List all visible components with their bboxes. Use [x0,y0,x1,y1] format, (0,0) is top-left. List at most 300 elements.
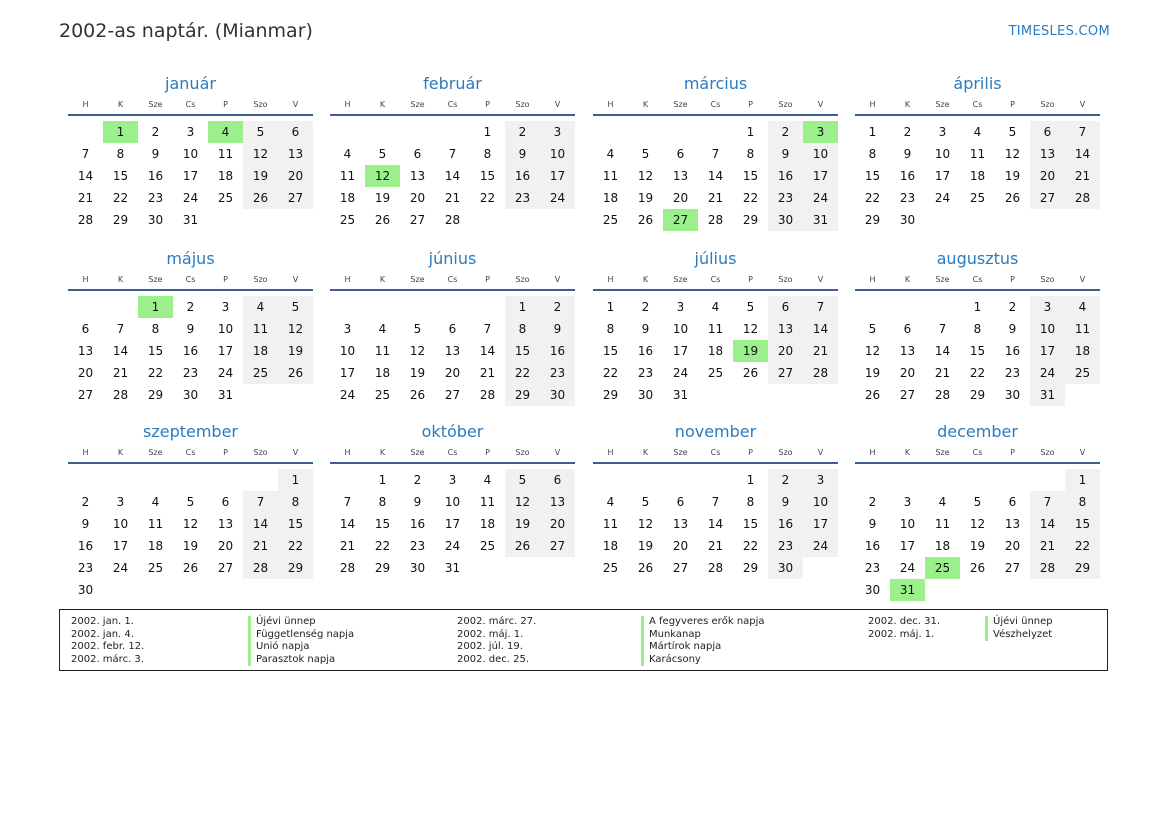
weekday-label: P [223,275,228,284]
day-cell: 6 [676,495,685,509]
day-cell: 22 [742,191,759,205]
day-cell: 13 [444,344,461,358]
weekday-label: K [379,275,386,284]
day-cell: 21 [339,539,356,553]
day-cell: 3 [803,121,838,143]
day-grid [593,469,838,579]
weekday-label: Cs [447,100,458,109]
day-cell: 28 [243,557,278,579]
weekday-label: Cs [185,275,196,284]
day-cell: 1 [378,473,387,487]
empty-cell [435,121,470,143]
day-cell: 15 [602,344,619,358]
weekday-label: P [485,275,490,284]
day-cell: 6 [448,322,457,336]
day-cell: 21 [707,539,724,553]
day-cell: 10 [540,143,575,165]
day-cell: 8 [746,495,755,509]
legend-date: 2002. márc. 27. [457,616,537,627]
weekday-label: P [1010,100,1015,109]
day-cell: 19 [733,340,768,362]
day-cell: 11 [339,169,356,183]
day-cell: 31 [672,388,689,402]
day-cell: 2 [186,300,195,314]
day-cell: 18 [1065,340,1100,362]
day-cell: 24 [1030,362,1065,384]
empty-cell [925,296,960,318]
day-cell: 20 [278,165,313,187]
day-cell: 23 [1004,366,1021,380]
weekday-label: K [904,275,911,284]
day-cell: 14 [707,517,724,531]
day-cell: 26 [637,561,654,575]
day-cell: 26 [278,362,313,384]
day-cell: 10 [112,517,129,531]
legend-names-col-2 [641,616,765,666]
day-cell: 9 [641,322,650,336]
empty-cell [593,121,628,143]
day-cell: 29 [374,561,391,575]
day-cell: 15 [742,169,759,183]
weekday-label: Sze [935,275,950,284]
weekday-label: Cs [447,275,458,284]
day-cell: 29 [278,557,313,579]
day-cell: 7 [448,147,457,161]
day-grid [68,121,313,231]
day-cell: 11 [934,517,951,531]
month-name: július [694,249,737,268]
empty-cell [400,121,435,143]
weekday-label: Szo [515,448,530,457]
empty-cell [208,469,243,491]
weekday-label: K [117,275,124,284]
weekday-label: Szo [778,448,793,457]
day-cell: 25 [147,561,164,575]
weekday-label: K [904,100,911,109]
day-cell: 23 [540,362,575,384]
day-cell: 10 [803,491,838,513]
day-cell: 9 [505,143,540,165]
weekday-header [593,98,838,116]
weekday-label: P [485,448,490,457]
day-cell: 12 [637,517,654,531]
day-cell: 29 [742,561,759,575]
day-cell: 20 [540,513,575,535]
day-cell: 4 [938,495,947,509]
day-cell: 8 [1065,491,1100,513]
day-cell: 18 [374,366,391,380]
day-cell: 13 [768,318,803,340]
weekday-label: H [344,100,351,109]
legend-holiday-name: Parasztok napja [248,654,354,667]
day-cell: 5 [1008,125,1017,139]
day-cell: 29 [864,213,881,227]
day-cell: 14 [934,344,951,358]
day-cell: 17 [540,165,575,187]
weekday-label: H [82,100,89,109]
day-cell: 1 [746,125,755,139]
day-grid [330,469,575,579]
day-cell: 11 [374,344,391,358]
day-cell: 15 [112,169,129,183]
day-cell: 10 [1030,318,1065,340]
day-cell: 3 [938,125,947,139]
weekday-label: Szo [778,100,793,109]
day-cell: 8 [973,322,982,336]
day-cell: 22 [147,366,164,380]
day-cell: 2 [768,469,803,491]
weekday-label: Szo [1040,448,1055,457]
day-cell: 21 [803,340,838,362]
month-block [855,421,1100,601]
day-cell: 17 [803,513,838,535]
day-cell: 15 [969,344,986,358]
weekday-header [68,98,313,116]
weekday-label: Sze [410,448,425,457]
day-cell: 24 [899,561,916,575]
weekday-label: Cs [185,448,196,457]
day-cell: 19 [1004,169,1021,183]
weekday-label: Sze [673,275,688,284]
legend-dates-col-1 [71,616,144,666]
day-cell: 15 [278,513,313,535]
day-cell: 17 [182,169,199,183]
day-cell: 18 [217,169,234,183]
weekday-header [855,446,1100,464]
month-name: március [683,74,748,93]
day-cell: 11 [147,517,164,531]
month-name: április [953,74,1002,93]
weekday-label: Szo [253,275,268,284]
day-cell: 6 [278,121,313,143]
site-link[interactable]: TIMESLES.COM [1008,24,1110,39]
day-cell: 14 [339,517,356,531]
day-cell: 16 [77,539,94,553]
day-cell: 28 [803,362,838,384]
day-cell: 16 [637,344,654,358]
month-block [330,421,575,579]
legend-names-col-3 [985,616,1053,641]
day-cell: 6 [413,147,422,161]
empty-cell [995,469,1030,491]
day-cell: 8 [606,322,615,336]
day-cell: 28 [707,213,724,227]
page-title: 2002-as naptár. (Mianmar) [59,20,313,42]
day-cell: 7 [711,147,720,161]
holiday-legend [59,609,1108,671]
day-cell: 1 [138,296,173,318]
day-cell: 22 [602,366,619,380]
weekday-label: Cs [447,448,458,457]
day-cell: 4 [973,125,982,139]
day-cell: 6 [676,147,685,161]
day-cell: 24 [182,191,199,205]
day-cell: 3 [803,469,838,491]
day-cell: 18 [147,539,164,553]
month-block [593,73,838,231]
month-block [855,248,1100,406]
day-cell: 20 [1004,539,1021,553]
weekday-label: K [642,100,649,109]
day-cell: 17 [217,344,234,358]
weekday-label: H [607,448,614,457]
legend-date: 2002. dec. 25. [457,653,530,665]
weekday-label: K [117,100,124,109]
day-cell: 3 [1030,296,1065,318]
day-cell: 4 [483,473,492,487]
day-cell: 29 [505,384,540,406]
day-cell: 13 [217,517,234,531]
day-cell: 10 [182,147,199,161]
day-cell: 4 [343,147,352,161]
day-cell: 21 [934,366,951,380]
day-cell: 19 [969,539,986,553]
empty-cell [925,469,960,491]
day-cell: 8 [746,147,755,161]
weekday-label: Sze [935,100,950,109]
day-cell: 29 [112,213,129,227]
day-cell: 30 [409,561,426,575]
day-cell: 3 [448,473,457,487]
day-cell: 13 [409,169,426,183]
day-cell: 2 [81,495,90,509]
day-cell: 7 [1030,491,1065,513]
day-cell: 22 [969,366,986,380]
day-cell: 22 [374,539,391,553]
weekday-label: Szo [253,448,268,457]
day-cell: 12 [182,517,199,531]
day-cell: 9 [768,491,803,513]
day-cell: 19 [278,340,313,362]
day-cell: 2 [641,300,650,314]
day-cell: 1 [868,125,877,139]
day-cell: 31 [217,388,234,402]
day-cell: 16 [540,340,575,362]
day-cell: 14 [112,344,129,358]
day-grid [855,296,1100,406]
month-block [330,73,575,231]
day-cell: 23 [768,535,803,557]
weekday-header [330,273,575,291]
weekday-header [855,273,1100,291]
day-cell: 27 [768,362,803,384]
day-cell: 29 [1065,557,1100,579]
day-cell: 18 [969,169,986,183]
empty-cell [173,469,208,491]
day-cell: 7 [938,322,947,336]
weekday-label: Cs [972,448,983,457]
legend-holiday-name: Újévi ünnep [248,616,354,629]
day-cell: 28 [77,213,94,227]
weekday-label: Cs [710,275,721,284]
weekday-label: P [223,448,228,457]
weekday-header [330,446,575,464]
day-cell: 6 [81,322,90,336]
day-cell: 22 [864,191,881,205]
weekday-label: H [869,100,876,109]
weekday-label: Sze [410,275,425,284]
weekday-label: H [344,448,351,457]
day-cell: 27 [278,187,313,209]
day-cell: 24 [540,187,575,209]
day-cell: 11 [707,322,724,336]
day-cell: 3 [221,300,230,314]
day-cell: 4 [711,300,720,314]
day-cell: 5 [505,469,540,491]
day-grid [330,296,575,406]
weekday-label: P [748,100,753,109]
day-cell: 15 [1065,513,1100,535]
day-cell: 10 [444,495,461,509]
weekday-label: H [607,100,614,109]
month-name: november [674,422,757,441]
day-grid [593,121,838,231]
empty-cell [138,469,173,491]
day-cell: 5 [868,322,877,336]
day-cell: 2 [413,473,422,487]
weekday-label: K [117,448,124,457]
day-cell: 1 [103,121,138,143]
day-cell: 26 [1004,191,1021,205]
day-cell: 20 [217,539,234,553]
legend-date: 2002. máj. 1. [868,628,935,640]
day-cell: 2 [151,125,160,139]
day-cell: 5 [641,495,650,509]
empty-cell [960,469,995,491]
day-cell: 30 [147,213,164,227]
day-cell: 13 [77,344,94,358]
day-cell: 31 [803,209,838,231]
legend-date: 2002. máj. 1. [457,628,524,640]
day-cell: 16 [147,169,164,183]
day-cell: 25 [602,213,619,227]
month-block [68,421,313,601]
day-cell: 4 [151,495,160,509]
day-cell: 12 [1004,147,1021,161]
day-cell: 30 [768,557,803,579]
day-cell: 23 [182,366,199,380]
day-cell: 15 [864,169,881,183]
weekday-label: V [1079,448,1086,457]
day-cell: 21 [1065,165,1100,187]
day-cell: 30 [1004,388,1021,402]
weekday-label: Szo [1040,275,1055,284]
day-cell: 1 [1065,469,1100,491]
weekday-label: H [869,448,876,457]
day-cell: 21 [77,191,94,205]
empty-cell [68,121,103,143]
day-cell: 7 [1065,121,1100,143]
legend-holiday-name: Vészhelyzet [985,629,1053,642]
day-cell: 2 [540,296,575,318]
day-cell: 26 [864,388,881,402]
month-name: január [165,74,216,93]
day-cell: 27 [444,388,461,402]
day-cell: 26 [505,535,540,557]
day-cell: 19 [864,366,881,380]
day-cell: 11 [602,517,619,531]
day-cell: 19 [637,539,654,553]
day-cell: 14 [1065,143,1100,165]
day-cell: 22 [112,191,129,205]
day-cell: 24 [444,539,461,553]
day-cell: 3 [903,495,912,509]
day-cell: 6 [768,296,803,318]
day-cell: 7 [116,322,125,336]
weekday-label: V [554,448,561,457]
day-cell: 12 [969,517,986,531]
day-cell: 18 [602,191,619,205]
empty-cell [855,296,890,318]
legend-date: 2002. júl. 19. [457,641,523,653]
weekday-label: H [607,275,614,284]
empty-cell [435,296,470,318]
legend-dates-col-2 [457,616,536,666]
empty-cell [663,121,698,143]
day-cell: 15 [742,517,759,531]
month-name: június [428,249,477,268]
day-grid [330,121,575,231]
day-cell: 19 [637,191,654,205]
day-cell: 16 [505,165,540,187]
day-cell: 14 [1030,513,1065,535]
day-cell: 20 [77,366,94,380]
day-cell: 13 [540,491,575,513]
day-cell: 30 [768,209,803,231]
day-cell: 3 [343,322,352,336]
legend-date: 2002. márc. 3. [71,653,144,665]
day-cell: 2 [903,125,912,139]
day-cell: 10 [803,143,838,165]
day-cell: 9 [151,147,160,161]
day-cell: 2 [868,495,877,509]
day-cell: 18 [934,539,951,553]
empty-cell [243,469,278,491]
month-name: szeptember [142,422,238,441]
empty-cell [103,469,138,491]
weekday-header [68,446,313,464]
day-cell: 27 [1004,561,1021,575]
day-cell: 16 [864,539,881,553]
day-cell: 23 [409,539,426,553]
day-cell: 13 [1004,517,1021,531]
day-cell: 21 [112,366,129,380]
day-cell: 25 [969,191,986,205]
weekday-label: K [642,275,649,284]
day-cell: 19 [374,191,391,205]
weekday-label: P [748,275,753,284]
day-cell: 14 [479,344,496,358]
day-cell: 9 [186,322,195,336]
day-cell: 31 [182,213,199,227]
day-cell: 17 [934,169,951,183]
day-cell: 20 [768,340,803,362]
day-cell: 17 [112,539,129,553]
weekday-label: Cs [710,448,721,457]
day-cell: 24 [803,535,838,557]
weekday-header [855,98,1100,116]
day-cell: 7 [243,491,278,513]
day-grid [855,469,1100,601]
weekday-header [593,273,838,291]
weekday-label: Szo [1040,100,1055,109]
day-cell: 25 [602,561,619,575]
day-cell: 28 [707,561,724,575]
day-cell: 17 [339,366,356,380]
day-cell: 27 [672,561,689,575]
day-cell: 27 [540,535,575,557]
weekday-label: V [292,448,299,457]
